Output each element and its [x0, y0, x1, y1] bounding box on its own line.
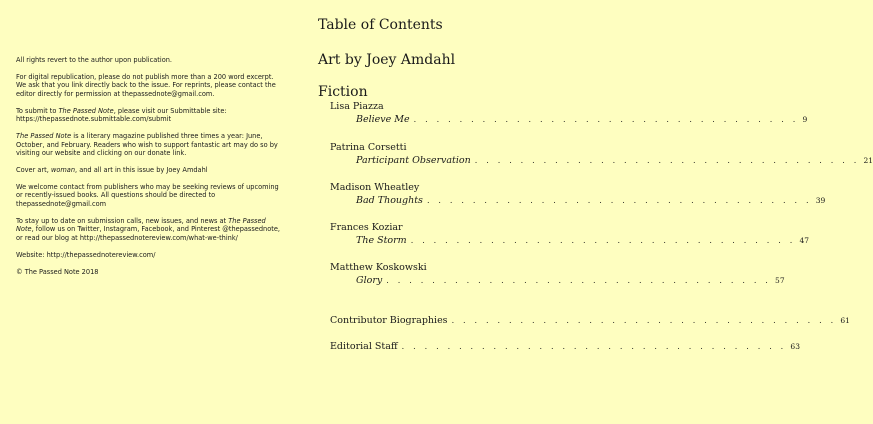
cover-work-title: woman [50, 166, 76, 175]
toc-entry [330, 222, 810, 247]
stay-suffix: , follow us on Twitter, Instagram, Facebook, and Pinterest @thepassednote, or read our blog at http://thepassednotereview.com/what-we-think/ [16, 225, 280, 242]
entry-row [356, 234, 810, 247]
publishers-notice: We welcome contact from publishers who may be seeking reviews of upcoming or recently-issued books. All questions should be directed to thepassednote@gmail.com [16, 183, 279, 208]
entry-title: The Storm [356, 235, 407, 246]
entry-author: Madison Wheatley [330, 182, 420, 193]
entry-label: Editorial Staff [330, 341, 398, 352]
art-heading: Art by Joey Amdahl [318, 52, 456, 68]
fiction-heading: Fiction [318, 84, 368, 100]
entry-row [356, 113, 808, 126]
leader-dots: . . . . . . . . . . . . . . . . . . . . . . . . . . . . . . . . . . [451, 316, 837, 325]
cover-suffix: , and all art in this issue by Joey Amdahl [75, 166, 208, 175]
entry-page: 39 [815, 196, 826, 205]
copyright-page [16, 56, 284, 285]
cover-art-credit [16, 166, 284, 174]
toc-entry-contributors [330, 314, 850, 327]
entry-row [330, 314, 850, 327]
submission-suffix: , please visit our Submittable site: https://thepassednote.submittable.com/submit [16, 106, 227, 124]
entry-author: Frances Koziar [330, 222, 403, 233]
entry-title: Bad Thoughts [356, 195, 423, 206]
toc-entry [330, 262, 785, 287]
about-notice [16, 132, 284, 157]
cover-prefix: Cover art, [16, 166, 51, 175]
entry-page: 57 [775, 276, 785, 285]
stay-updated-notice [16, 217, 284, 242]
entry-page: 21 [863, 156, 873, 165]
submission-notice [16, 107, 284, 124]
toc-title: Table of Contents [318, 17, 443, 33]
entry-title: Glory [356, 275, 383, 286]
website-line: Website: http://thepassednotereview.com/ [16, 250, 156, 259]
entry-row [330, 340, 800, 353]
leader-dots: . . . . . . . . . . . . . . . . . . . . . . . . . . . . . . . . . . [410, 236, 796, 245]
leader-dots: . . . . . . . . . . . . . . . . . . . . . . . . . . . . . . . . . . [474, 156, 860, 165]
entry-row [356, 154, 873, 167]
leader-dots: . . . . . . . . . . . . . . . . . . . . . . . . . . . . . . . . . . [386, 276, 772, 285]
entry-row [356, 194, 826, 207]
entry-title: Believe Me [356, 114, 410, 125]
entry-author: Patrina Corsetti [330, 142, 407, 153]
entry-author: Lisa Piazza [330, 101, 384, 112]
toc-entry [330, 142, 873, 167]
toc-entry-staff [330, 340, 800, 353]
entry-title: Participant Observation [356, 155, 471, 166]
toc-entry [330, 101, 808, 126]
leader-dots: . . . . . . . . . . . . . . . . . . . . . . . . . . . . . . . . . . [426, 196, 812, 205]
entry-author: Matthew Koskowski [330, 262, 427, 273]
entry-label: Contributor Biographies [330, 315, 448, 326]
entry-page: 47 [799, 236, 810, 245]
entry-page: 9 [802, 115, 808, 124]
entry-row [356, 274, 785, 287]
toc-entry [330, 182, 826, 207]
entry-page: 61 [840, 316, 850, 325]
entry-page: 63 [790, 342, 800, 351]
magazine-name: The Passed Note [58, 106, 114, 115]
stay-prefix: To stay up to date on submission calls, new issues, and news at [16, 216, 229, 225]
leader-dots: . . . . . . . . . . . . . . . . . . . . . . . . . . . . . . . . . . [401, 342, 787, 351]
rights-notice: All rights revert to the author upon publication. [16, 56, 173, 64]
about-text: is a literary magazine published three times a year: June, October, and February. Readers who wish to support fantastic art may do so by visiting our website and clicking on our donate link. [16, 132, 278, 158]
submission-prefix: To submit to [16, 106, 59, 115]
copyright-line: © The Passed Note 2018 [16, 267, 99, 276]
republication-notice: For digital republication, please do not publish more than a 200 word excerpt. We ask that you link directly back to the issue. For reprints, please contact the editor directly for permission at thepassednote@gmail.com. [16, 73, 276, 98]
leader-dots: . . . . . . . . . . . . . . . . . . . . . . . . . . . . . . . . . . [413, 115, 799, 124]
magazine-name: The Passed Note [16, 216, 266, 234]
magazine-name: The Passed Note [16, 132, 72, 141]
